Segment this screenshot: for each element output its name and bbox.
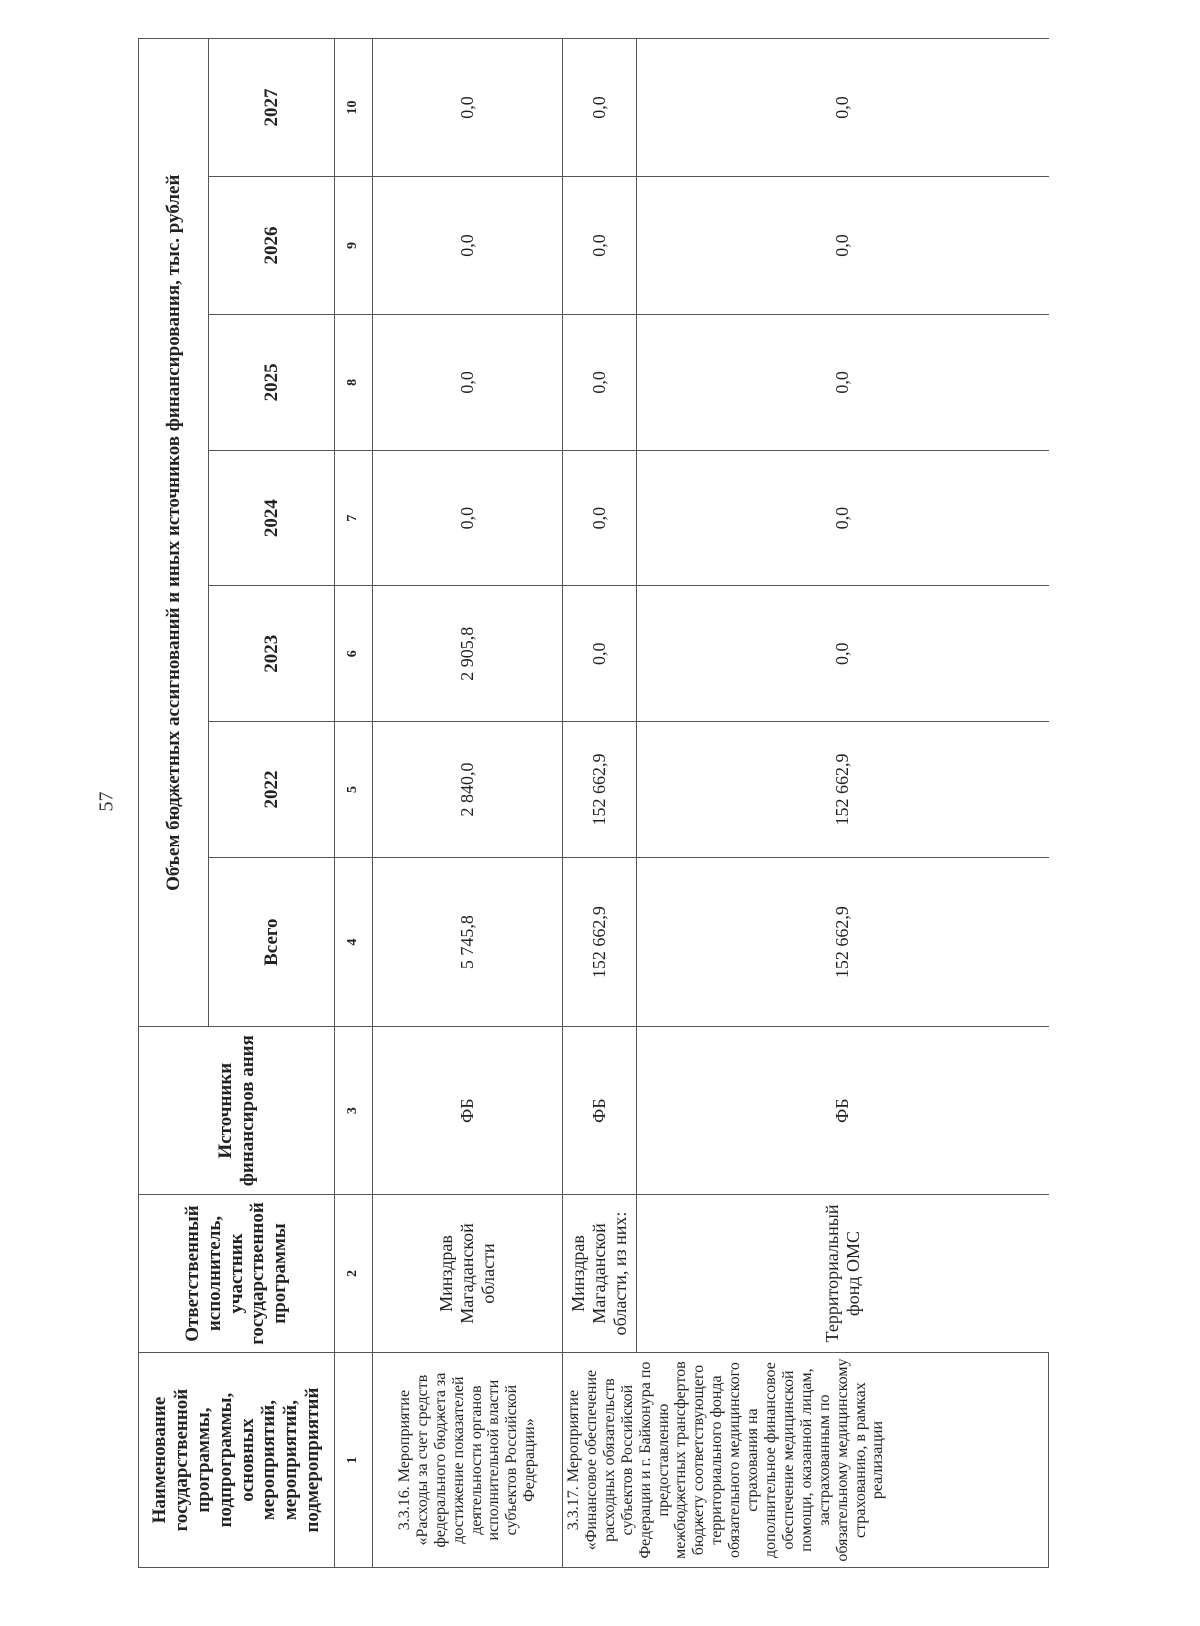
column-number: 2	[335, 1194, 373, 1352]
header-year-2024: 2024	[209, 450, 335, 586]
value-2027: 0,0	[637, 39, 1049, 177]
value-2027: 0,0	[373, 39, 563, 177]
executor-cell: Территориальный фонд ОМС	[637, 1194, 1049, 1352]
header-total: Всего	[209, 857, 335, 1027]
value-2025: 0,0	[563, 315, 637, 451]
source-cell: ФБ	[563, 1027, 637, 1194]
value-2027: 0,0	[563, 39, 637, 177]
header-year-2027: 2027	[209, 39, 335, 177]
executor-cell: Минздрав Магаданской области, из них:	[563, 1194, 637, 1352]
value-2022: 152 662,9	[563, 722, 637, 858]
value-2026: 0,0	[563, 177, 637, 315]
value-2023: 0,0	[563, 586, 637, 722]
column-number: 3	[335, 1027, 373, 1194]
column-number-row	[335, 39, 373, 1568]
value-2026: 0,0	[637, 177, 1049, 315]
header-name: Наименование государственной программы, подпрограммы, основных мероприятий, мероприятий, подмероприятий	[139, 1353, 335, 1568]
activity-name: 3.3.17. Мероприятие «Финансовое обеспечение расходных обязательств субъектов Российской Федерации и г. Байконура по предоставлению межбюджетных трансфертов бюджету соответствующего территориального фонда обязательного медицинского страхования на дополнительное финансовое обеспечение медицинской помощи, оказанной лицам, застрахованным по обязательному медицинскому страхованию, в рамках реализации	[563, 1353, 1049, 1568]
table-row	[563, 39, 637, 1568]
activity-name: 3.3.16. Мероприятие «Расходы за счет средств федерального бюджета за достижение показателей деятельности органов исполнительной власти субъектов Российской Федерации»	[373, 1353, 563, 1568]
header-year-2023: 2023	[209, 586, 335, 722]
source-cell: ФБ	[373, 1027, 563, 1194]
header-year-2025: 2025	[209, 315, 335, 451]
header-year-2026: 2026	[209, 177, 335, 315]
value-2024: 0,0	[373, 450, 563, 586]
column-number: 1	[335, 1353, 373, 1568]
rotated-table-wrapper	[138, 38, 1048, 1568]
column-number: 9	[335, 177, 373, 315]
column-number: 8	[335, 315, 373, 451]
column-number: 7	[335, 450, 373, 586]
value-total: 5 745,8	[373, 857, 563, 1027]
value-2022: 152 662,9	[637, 722, 1049, 858]
header-year-2022: 2022	[209, 722, 335, 858]
executor-cell: Минздрав Магаданской области	[373, 1194, 563, 1352]
source-cell: ФБ	[637, 1027, 1049, 1194]
header-financing-volume: Объем бюджетных ассигнований и иных источников финансирования, тыс. рублей	[139, 39, 209, 1027]
table-row	[637, 39, 1049, 1568]
column-number: 5	[335, 722, 373, 858]
value-2023: 2 905,8	[373, 586, 563, 722]
value-2022: 2 840,0	[373, 722, 563, 858]
financing-table	[138, 38, 1049, 1568]
value-2025: 0,0	[373, 315, 563, 451]
value-2025: 0,0	[637, 315, 1049, 451]
value-total: 152 662,9	[637, 857, 1049, 1027]
value-2024: 0,0	[637, 450, 1049, 586]
value-2023: 0,0	[637, 586, 1049, 722]
column-number: 6	[335, 586, 373, 722]
header-row-1	[139, 39, 209, 1568]
header-source: Источники финансиров ания	[139, 1027, 335, 1194]
value-2026: 0,0	[373, 177, 563, 315]
value-total: 152 662,9	[563, 857, 637, 1027]
column-number: 4	[335, 857, 373, 1027]
table-row	[373, 39, 563, 1568]
value-2024: 0,0	[563, 450, 637, 586]
header-executor: Ответственный исполнитель, участник государственной программы	[139, 1194, 335, 1352]
column-number: 10	[335, 39, 373, 177]
page-number: 57	[95, 791, 118, 812]
